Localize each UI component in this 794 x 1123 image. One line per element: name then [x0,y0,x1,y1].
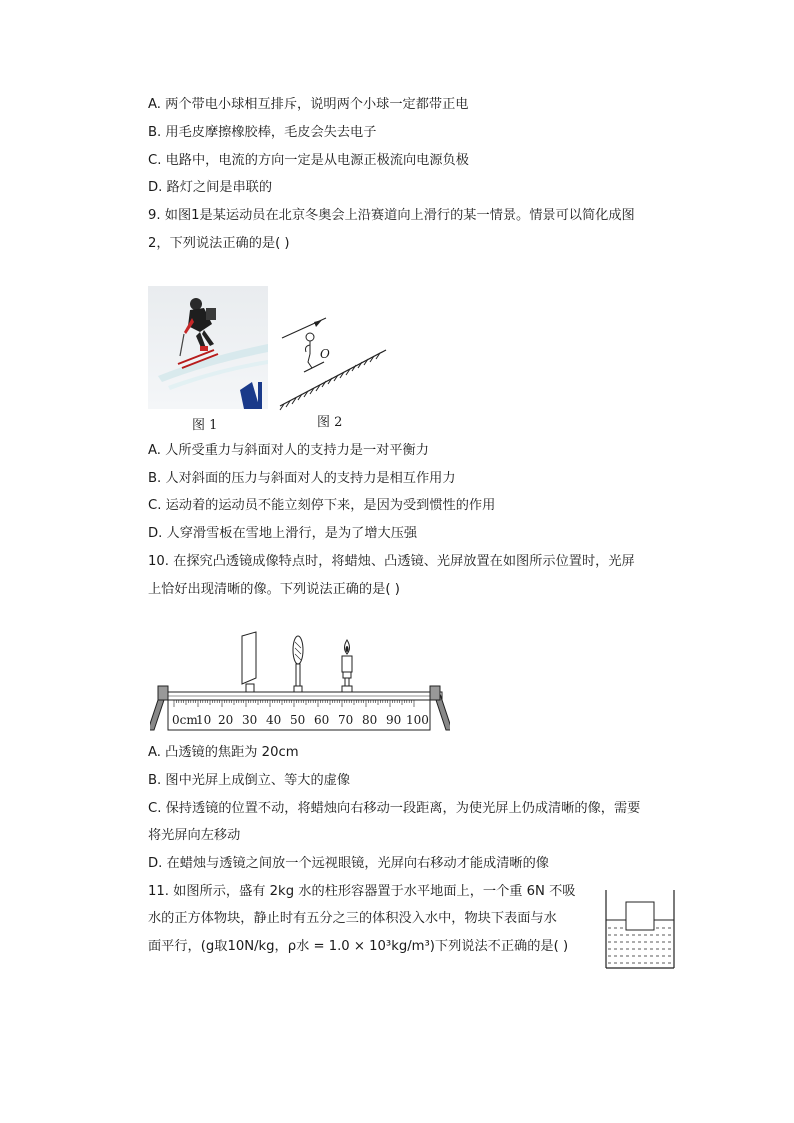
q9-figure1-photo [148,286,268,409]
q11-line3: 面平行，(g取10N/kg，ρ水 = 1.0 × 10³kg/m³)下列说法不正确的是( ) [148,939,569,954]
ruler-label-10: 10 [196,713,212,727]
ruler-label-20: 20 [218,713,234,727]
q10-option-b: B. 图中光屏上成倒立、等大的虚像 [148,773,351,788]
q9-stem-line2: 2，下列说法正确的是( ) [148,236,290,251]
ruler-label-40: 40 [266,713,282,727]
q10-option-c-cont: 将光屏向左移动 [148,828,241,843]
q9-option-b: B. 人对斜面的压力与斜面对人的支持力是相互作用力 [148,471,456,486]
ruler-label-90: 90 [386,713,402,727]
q9-figure2-point-label: O [320,347,330,361]
ruler-label-60: 60 [314,713,330,727]
q8-option-b: B. 用毛皮摩擦橡胶棒，毛皮会失去电子 [148,125,377,140]
q10-option-a: A. 凸透镜的焦距为 20cm [148,745,299,760]
ruler-label-50: 50 [290,713,306,727]
q9-stem-line1: 9. 如图1是某运动员在北京冬奥会上沿赛道向上滑行的某一情景。情景可以简化成图 [148,208,635,223]
q9-option-c: C. 运动着的运动员不能立刻停下来，是因为受到惯性的作用 [148,498,496,513]
q11-container-figure [604,888,676,970]
q10-stem-line1: 10. 在探究凸透镜成像特点时，将蜡烛、凸透镜、光屏放置在如图所示位置时，光屏 [148,554,635,569]
ruler-label-100: 100 [406,713,429,727]
q9-figure2-caption: 图 2 [317,415,343,430]
q10-option-c: C. 保持透镜的位置不动，将蜡烛向右移动一段距离，为使光屏上仍成清晰的像，需要 [148,801,641,816]
ruler-label-80: 80 [362,713,378,727]
q10-ruler-labels [172,713,432,729]
q8-option-d: D. 路灯之间是串联的 [148,180,273,195]
q11-line1: 11. 如图所示，盛有 2kg 水的柱形容器置于水平地面上，一个重 6N 不吸 [148,884,576,899]
q10-stem-line2: 上恰好出现清晰的像。下列说法正确的是( ) [148,582,400,597]
ruler-label-30: 30 [242,713,258,727]
q9-figure1-caption: 图 1 [192,418,218,433]
ruler-label-70: 70 [338,713,354,727]
ruler-label-0: 0cm [172,713,198,727]
q8-option-c: C. 电路中，电流的方向一定是从电源正极流向电源负极 [148,153,469,168]
q9-figure2-diagram [276,316,392,412]
q10-option-d: D. 在蜡烛与透镜之间放一个远视眼镜，光屏向右移动才能成清晰的像 [148,856,549,871]
q9-option-d: D. 人穿滑雪板在雪地上滑行，是为了增大压强 [148,526,418,541]
q8-option-a: A. 两个带电小球相互排斥，说明两个小球一定都带正电 [148,97,469,112]
q11-line2: 水的正方体物块，静止时有五分之三的体积没入水中，物块下表面与水 [148,911,557,926]
q9-option-a: A. 人所受重力与斜面对人的支持力是一对平衡力 [148,443,429,458]
